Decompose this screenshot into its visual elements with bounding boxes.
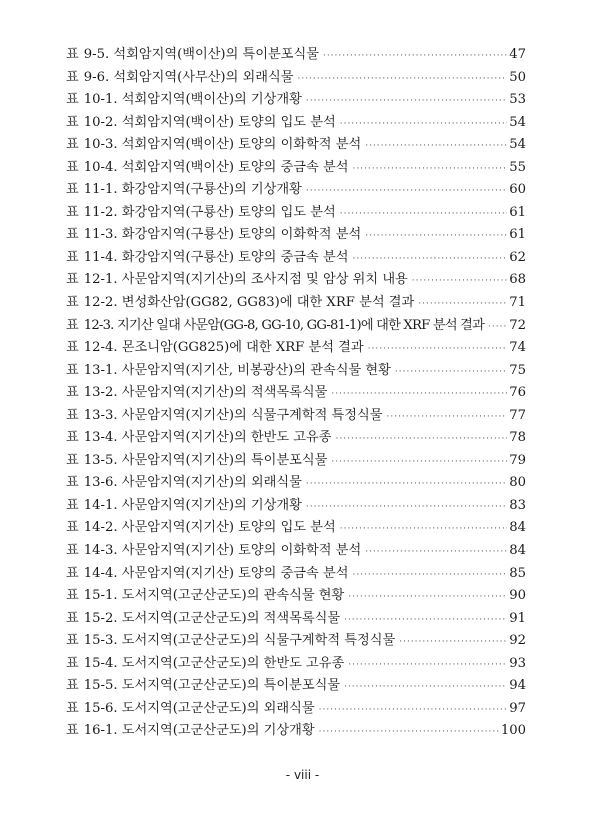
toc-entry-prefix: 표 bbox=[66, 295, 79, 311]
toc-entry-title: 10-2. 석회암지역(백이산) 토양의 입도 분석 bbox=[83, 114, 336, 130]
toc-entry[interactable] bbox=[66, 608, 526, 631]
dot-leader bbox=[352, 158, 507, 181]
toc-entry-prefix: 표 bbox=[66, 565, 79, 581]
toc-entry[interactable] bbox=[66, 427, 526, 450]
toc-entry-title: 15-2. 도서지역(고군산군도)의 적색목록식물 bbox=[83, 610, 341, 626]
toc-entry[interactable] bbox=[66, 247, 526, 270]
toc-entry[interactable] bbox=[66, 67, 526, 90]
dot-leader bbox=[412, 270, 507, 293]
toc-entry-title: 10-3. 석회암지역(백이산) 토양의 이화학적 분석 bbox=[83, 137, 362, 153]
toc-entry[interactable] bbox=[66, 495, 526, 518]
toc-entry[interactable] bbox=[66, 224, 526, 247]
toc-entry-title: 12-1. 사문암지역(지기산)의 조사지점 및 암상 위치 내용 bbox=[83, 272, 408, 288]
toc-entry-title: 14-1. 사문암지역(지기산)의 기상개황 bbox=[83, 497, 302, 513]
toc-entry-title: 14-4. 사문암지역(지기산) 토양의 중금속 분석 bbox=[83, 565, 349, 581]
dot-leader bbox=[336, 428, 508, 451]
toc-entry-page-number: 75 bbox=[509, 362, 526, 378]
toc-entry[interactable] bbox=[66, 44, 526, 67]
toc-entry-title: 15-3. 도서지역(고군산군도)의 식물구계학적 특정식물 bbox=[83, 633, 396, 649]
toc-entry-title: 10-1. 석회암지역(백이산)의 기상개황 bbox=[83, 92, 302, 108]
toc-entry-prefix: 표 bbox=[66, 407, 79, 423]
toc-entry-prefix: 표 bbox=[66, 227, 79, 243]
toc-entry-page-number: 68 bbox=[509, 272, 526, 288]
toc-entry[interactable] bbox=[66, 179, 526, 202]
dot-leader bbox=[331, 383, 507, 406]
toc-entry[interactable] bbox=[66, 540, 526, 563]
toc-entry-prefix: 표 bbox=[66, 317, 79, 333]
toc-entry-prefix: 표 bbox=[66, 588, 79, 604]
toc-entry-prefix: 표 bbox=[66, 655, 79, 671]
toc-entry[interactable] bbox=[66, 653, 526, 676]
toc-entry-title: 11-3. 화강암지역(구룡산) 토양의 이화학적 분석 bbox=[83, 227, 362, 243]
toc-entry-page-number: 92 bbox=[509, 633, 526, 649]
toc-entry[interactable] bbox=[66, 134, 526, 157]
toc-entry-page-number: 76 bbox=[509, 385, 526, 401]
toc-entry-prefix: 표 bbox=[66, 204, 79, 220]
toc-entry-title: 13-1. 사문암지역(지기산, 비봉광산)의 관속식물 현황 bbox=[83, 362, 391, 378]
toc-entry-page-number: 77 bbox=[509, 407, 526, 423]
toc-entry[interactable] bbox=[66, 405, 526, 428]
toc-entry-page-number: 72 bbox=[509, 317, 526, 333]
toc-entry-page-number: 80 bbox=[509, 475, 526, 491]
toc-entry-prefix: 표 bbox=[66, 385, 79, 401]
toc-entry-prefix: 표 bbox=[66, 69, 79, 85]
toc-entry-title: 11-4. 화강암지역(구룡산) 토양의 중금속 분석 bbox=[83, 249, 349, 265]
toc-entry-prefix: 표 bbox=[66, 700, 79, 716]
toc-entry-page-number: 93 bbox=[509, 655, 526, 671]
toc-entry-page-number: 50 bbox=[509, 69, 526, 85]
toc-entry-title: 9-6. 석회암지역(사무산)의 외래식물 bbox=[83, 69, 294, 85]
toc-entry[interactable] bbox=[66, 720, 526, 743]
toc-entry-prefix: 표 bbox=[66, 47, 79, 62]
toc-entry-page-number: 53 bbox=[509, 92, 526, 108]
toc-entry-title: 10-4. 석회암지역(백이산) 토양의 중금속 분석 bbox=[83, 159, 349, 175]
toc-entry-prefix: 표 bbox=[66, 159, 79, 175]
toc-entry[interactable] bbox=[66, 269, 526, 292]
toc-entry-prefix: 표 bbox=[66, 633, 79, 649]
dot-leader bbox=[365, 541, 507, 564]
toc-entry-prefix: 표 bbox=[66, 678, 79, 694]
dot-leader bbox=[395, 361, 507, 384]
toc-entry-page-number: 79 bbox=[509, 452, 526, 468]
dot-leader bbox=[306, 180, 507, 203]
toc-entry[interactable] bbox=[66, 517, 526, 540]
toc-entry-title: 13-6. 사문암지역(지기산)의 외래식물 bbox=[83, 475, 302, 491]
toc-entry-title: 12-3. 지기산 일대 사문암(GG-8, GG-10, GG-81-1)에 대한 XRF 분석 결과 bbox=[83, 317, 485, 333]
toc-entry-page-number: 71 bbox=[509, 295, 526, 311]
toc-entry-prefix: 표 bbox=[66, 543, 79, 559]
toc-entry[interactable] bbox=[66, 675, 526, 698]
dot-leader bbox=[348, 654, 507, 677]
toc-entry-page-number: 100 bbox=[500, 723, 526, 739]
toc-entry-title: 15-1. 도서지역(고군산군도)의 관속식물 현황 bbox=[83, 588, 345, 604]
toc-entry-page-number: 54 bbox=[509, 137, 526, 153]
toc-entry-page-number: 83 bbox=[509, 497, 526, 513]
toc-entry-prefix: 표 bbox=[66, 362, 79, 378]
toc-entry[interactable] bbox=[66, 698, 526, 721]
toc-entry[interactable] bbox=[66, 89, 526, 112]
toc-entry-title: 9-5. 석회암지역(백이산)의 특이분포식물 bbox=[83, 47, 319, 62]
toc-entry-page-number: 85 bbox=[509, 565, 526, 581]
table-of-tables-list bbox=[66, 44, 526, 743]
toc-entry-title: 11-2. 화강암지역(구룡산) 토양의 입도 분석 bbox=[83, 204, 336, 220]
dot-leader bbox=[368, 338, 508, 361]
toc-entry[interactable] bbox=[66, 292, 526, 315]
dot-leader bbox=[340, 203, 508, 226]
toc-entry-title: 15-5. 도서지역(고군산군도)의 특이분포식물 bbox=[83, 678, 341, 694]
dot-leader bbox=[365, 135, 507, 158]
dot-leader bbox=[319, 699, 508, 722]
toc-entry-page-number: 60 bbox=[509, 182, 526, 198]
toc-entry-page-number: 55 bbox=[509, 159, 526, 175]
toc-entry-prefix: 표 bbox=[66, 723, 79, 739]
toc-entry-title: 15-6. 도서지역(고군산군도)의 외래식물 bbox=[83, 700, 315, 716]
toc-entry-prefix: 표 bbox=[66, 475, 79, 491]
toc-entry-prefix: 표 bbox=[66, 92, 79, 108]
toc-entry-title: 13-2. 사문암지역(지기산)의 적색목록식물 bbox=[83, 385, 328, 401]
toc-entry-page-number: 84 bbox=[509, 520, 526, 536]
dot-leader bbox=[297, 68, 507, 91]
dot-leader bbox=[344, 676, 507, 699]
dot-leader bbox=[348, 586, 507, 609]
toc-entry[interactable] bbox=[66, 112, 526, 135]
toc-entry-prefix: 표 bbox=[66, 272, 79, 288]
toc-entry[interactable] bbox=[66, 630, 526, 653]
toc-entry-title: 11-1. 화강암지역(구룡산)의 기상개황 bbox=[83, 182, 302, 198]
toc-entry-page-number: 47 bbox=[509, 47, 526, 62]
toc-entry-page-number: 74 bbox=[509, 340, 526, 356]
dot-leader bbox=[319, 721, 499, 744]
dot-leader bbox=[340, 518, 508, 541]
toc-entry-prefix: 표 bbox=[66, 497, 79, 513]
toc-entry-prefix: 표 bbox=[66, 452, 79, 468]
dot-leader bbox=[352, 248, 507, 271]
toc-entry-title: 13-3. 사문암지역(지기산)의 식물구계학적 특정식물 bbox=[83, 407, 383, 423]
toc-entry-prefix: 표 bbox=[66, 430, 79, 446]
dot-leader bbox=[488, 316, 507, 339]
toc-entry-title: 12-4. 몬조니암(GG825)에 대한 XRF 분석 결과 bbox=[83, 340, 364, 356]
toc-entry-prefix: 표 bbox=[66, 249, 79, 265]
dot-leader bbox=[344, 609, 507, 632]
dot-leader bbox=[365, 225, 507, 248]
toc-entry-page-number: 94 bbox=[509, 678, 526, 694]
toc-entry-page-number: 84 bbox=[509, 543, 526, 559]
toc-entry-prefix: 표 bbox=[66, 114, 79, 130]
dot-leader bbox=[386, 406, 507, 429]
toc-entry[interactable] bbox=[66, 157, 526, 180]
toc-entry[interactable] bbox=[66, 315, 526, 338]
page-number: - viii - bbox=[285, 768, 320, 782]
toc-entry-page-number: 54 bbox=[509, 114, 526, 130]
toc-entry-title: 13-5. 사문암지역(지기산)의 특이분포식물 bbox=[83, 452, 328, 468]
toc-entry-prefix: 표 bbox=[66, 137, 79, 153]
toc-entry-page-number: 61 bbox=[509, 227, 526, 243]
toc-entry-page-number: 62 bbox=[509, 249, 526, 265]
toc-entry-title: 14-3. 사문암지역(지기산) 토양의 이화학적 분석 bbox=[83, 543, 362, 559]
toc-entry-prefix: 표 bbox=[66, 610, 79, 626]
toc-entry-prefix: 표 bbox=[66, 182, 79, 198]
toc-entry-page-number: 61 bbox=[509, 204, 526, 220]
toc-entry-page-number: 78 bbox=[509, 430, 526, 446]
toc-entry-prefix: 표 bbox=[66, 340, 79, 356]
toc-entry-title: 16-1. 도서지역(고군산군도)의 기상개황 bbox=[83, 723, 315, 739]
toc-entry[interactable] bbox=[66, 337, 526, 360]
dot-leader bbox=[323, 45, 507, 68]
dot-leader bbox=[399, 631, 507, 654]
toc-entry[interactable] bbox=[66, 382, 526, 405]
dot-leader bbox=[340, 113, 508, 136]
toc-entry-page-number: 90 bbox=[509, 588, 526, 604]
toc-entry[interactable] bbox=[66, 360, 526, 383]
toc-entry-title: 12-2. 변성화산암(GG82, GG83)에 대한 XRF 분석 결과 bbox=[83, 295, 415, 311]
toc-entry[interactable] bbox=[66, 202, 526, 225]
toc-entry-prefix: 표 bbox=[66, 520, 79, 536]
dot-leader bbox=[306, 496, 507, 519]
toc-entry-page-number: 97 bbox=[509, 700, 526, 716]
toc-entry-title: 13-4. 사문암지역(지기산)의 한반도 고유종 bbox=[83, 430, 332, 446]
toc-entry[interactable] bbox=[66, 450, 526, 473]
dot-leader bbox=[352, 564, 507, 587]
toc-entry-title: 14-2. 사문암지역(지기산) 토양의 입도 분석 bbox=[83, 520, 336, 536]
toc-entry[interactable] bbox=[66, 585, 526, 608]
toc-entry-title: 15-4. 도서지역(고군산군도)의 한반도 고유종 bbox=[83, 655, 345, 671]
toc-entry[interactable] bbox=[66, 472, 526, 495]
dot-leader bbox=[331, 451, 507, 474]
toc-entry-page-number: 91 bbox=[509, 610, 526, 626]
dot-leader bbox=[418, 293, 507, 316]
dot-leader bbox=[306, 473, 507, 496]
dot-leader bbox=[306, 90, 507, 113]
toc-entry[interactable] bbox=[66, 563, 526, 586]
